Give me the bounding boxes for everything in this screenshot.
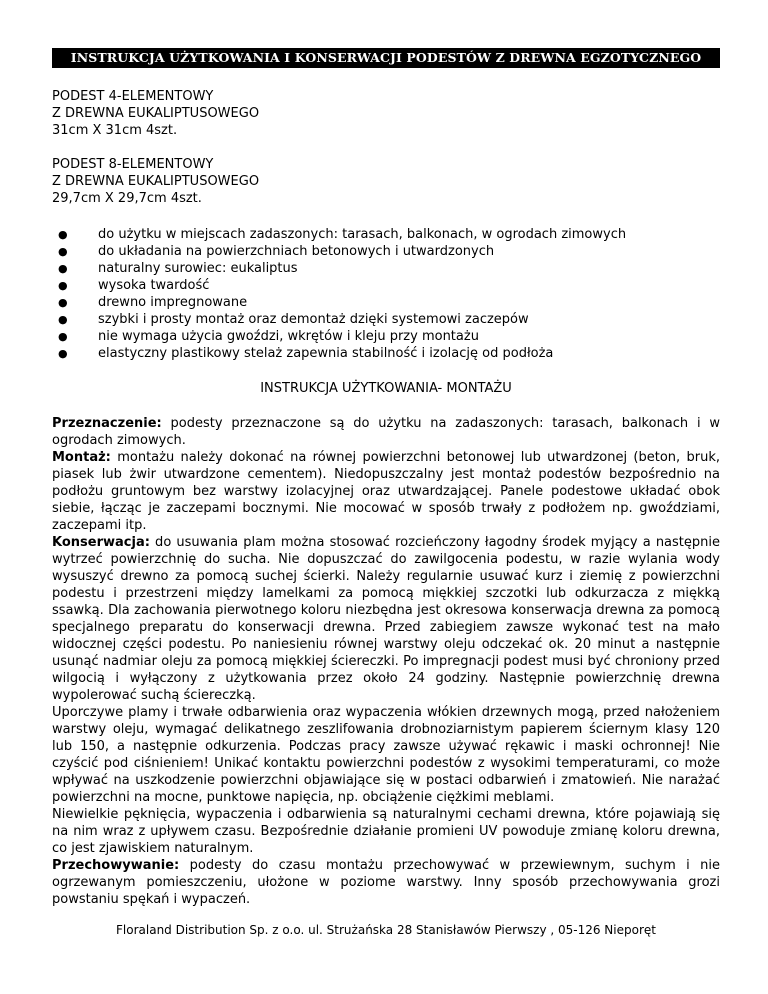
product-size: 31cm X 31cm 4szt. [52, 123, 178, 138]
paragraph-montaz: Montaż: montażu należy dokonać na równej powierzchni betonowej lub utwardzonej (beton, bruk, piasek lub żwir utwardzone cementem). Niedopuszczalny jest montaż podestów bezpośrednio na podłożu gruntowym bez warstwy izolacyjnej oraz utwardzającej. Panele podestowe układać obok siebie, łącząc je zaczepami bocznymi. Nie mocować w sposób trwały z podłożem np. gwoździami, zaczepami itp. [52, 450, 720, 533]
paragraph-pekniecia: Niewielkie pęknięcia, wypaczenia i odbarwienia są naturalnymi cechami drewna, które pojawiają się na nim wraz z upływem czasu. Bezpośrednie działanie promieni UV powoduje zmianę koloru drewna, co jest zjawiskiem naturalnym. [52, 807, 720, 856]
paragraph-label: Montaż: [52, 450, 111, 465]
product-size: 29,7cm X 29,7cm 4szt. [52, 191, 202, 206]
document-title: INSTRUKCJA UŻYTKOWANIA I KONSERWACJI PODESTÓW Z DREWNA EGZOTYCZNEGO [52, 48, 720, 68]
list-item: ● wysoka twardość [58, 278, 210, 293]
list-item: ● elastyczny plastikowy stelaż zapewnia stabilność i izolację od podłoża [58, 346, 554, 361]
list-item: ● do użytku w miejscach zadaszonych: tarasach, balkonach, w ogrodach zimowych [58, 227, 627, 242]
list-item: ● szybki i prosty montaż oraz demontaż dzięki systemowi zaczepów [58, 312, 529, 327]
paragraph-konserwacja: Konserwacja: do usuwania plam można stosować rozcieńczony łagodny środek myjący a następnie wytrzeć powierzchnię do sucha. Nie dopuszczać do zawilgocenia podestu, w razie wylania wody wysuszyć drewno za pomocą suchej ścierki. Należy regularnie usuwać kurz i ziemię z powierzchni podestu i przestrzeni między lamelkami za pomocą miękkiej szczotki lub odkurzacza z miękką ssawką. Dla zachowania pierwotnego koloru niezbędna jest okresowa konserwacja drewna za pomocą specjalnego preparatu do konserwacji drewna. Przed zabiegiem zawsze wykonać test na mało widocznej części podestu. Po naniesieniu równej warstwy oleju odczekać ok. 20 minut a następnie usunąć nadmiar oleju za pomocą miękkiej ściereczki. Po impregnacji podest musi być chroniony przed wilgocią i wyłączony z użytkowania przez około 24 godziny. Następnie powierzchnię drewna wypolerować suchą ściereczką. [52, 535, 720, 703]
list-item: ● do układania na powierzchniach betonowych i utwardzonych [58, 244, 495, 259]
paragraph-przeznaczenie: Przeznaczenie: podesty przeznaczone są do użytku na zadaszonych: tarasach, balkonach i w ogrodach zimowych. [52, 416, 720, 448]
product-material: Z DREWNA EUKALIPTUSOWEGO [52, 174, 260, 189]
section-heading: INSTRUKCJA UŻYTKOWANIA- MONTAŻU [260, 381, 512, 396]
footer-address: Floraland Distribution Sp. z o.o. ul. Strużańska 28 Stanisławów Pierwszy , 05-126 Nieporęt [116, 923, 656, 937]
paragraph-label: Przechowywanie: [52, 858, 180, 873]
paragraph-label: Przeznaczenie: [52, 416, 162, 431]
bullet-icon: ● [58, 296, 68, 309]
bullet-icon: ● [58, 279, 68, 292]
list-item: ● naturalny surowiec: eukaliptus [58, 261, 298, 276]
product-name: PODEST 8-ELEMENTOWY [52, 157, 214, 172]
bullet-icon: ● [58, 347, 68, 360]
bullet-icon: ● [58, 262, 68, 275]
product-material: Z DREWNA EUKALIPTUSOWEGO [52, 106, 260, 121]
bullet-icon: ● [58, 313, 68, 326]
bullet-icon: ● [58, 330, 68, 343]
product-spec-4 [52, 88, 720, 139]
feature-list [52, 226, 720, 362]
list-item: ● drewno impregnowane [58, 295, 248, 310]
paragraph-label: Konserwacja: [52, 535, 150, 550]
product-name: PODEST 4-ELEMENTOWY [52, 89, 214, 104]
list-item: ● nie wymaga użycia gwoździ, wkrętów i kleju przy montażu [58, 329, 479, 344]
bullet-icon: ● [58, 245, 68, 258]
bullet-icon: ● [58, 228, 68, 241]
product-spec-8 [52, 156, 720, 207]
document-page [52, 48, 720, 939]
paragraph-plamy: Uporczywe plamy i trwałe odbarwienia oraz wypaczenia włókien drzewnych mogą, przed nałożeniem warstwy oleju, wymagać delikatnego zeszlifowania drobnoziarnistym papierem ściernym klasy 120 lub 150, a następnie odkurzenia. Podczas pracy zawsze używać rękawic i maski ochronnej! Nie czyścić pod ciśnieniem! Unikać kontaktu powierzchni podestów z wysokimi temperaturami, co może wpływać na uszkodzenie powierzchni objawiające się w postaci odbarwień i zmatowień. Nie narażać powierzchni na mocne, punktowe napięcia, np. obciążenie ciężkimi meblami. [52, 705, 720, 805]
paragraph-przechowywanie: Przechowywanie: podesty do czasu montażu przechowywać w przewiewnym, suchym i nie ogrzewanym pomieszczeniu, ułożone w poziome warstwy. Inny sposób przechowywania grozi powstaniu spękań i wypaczeń. [52, 858, 720, 907]
